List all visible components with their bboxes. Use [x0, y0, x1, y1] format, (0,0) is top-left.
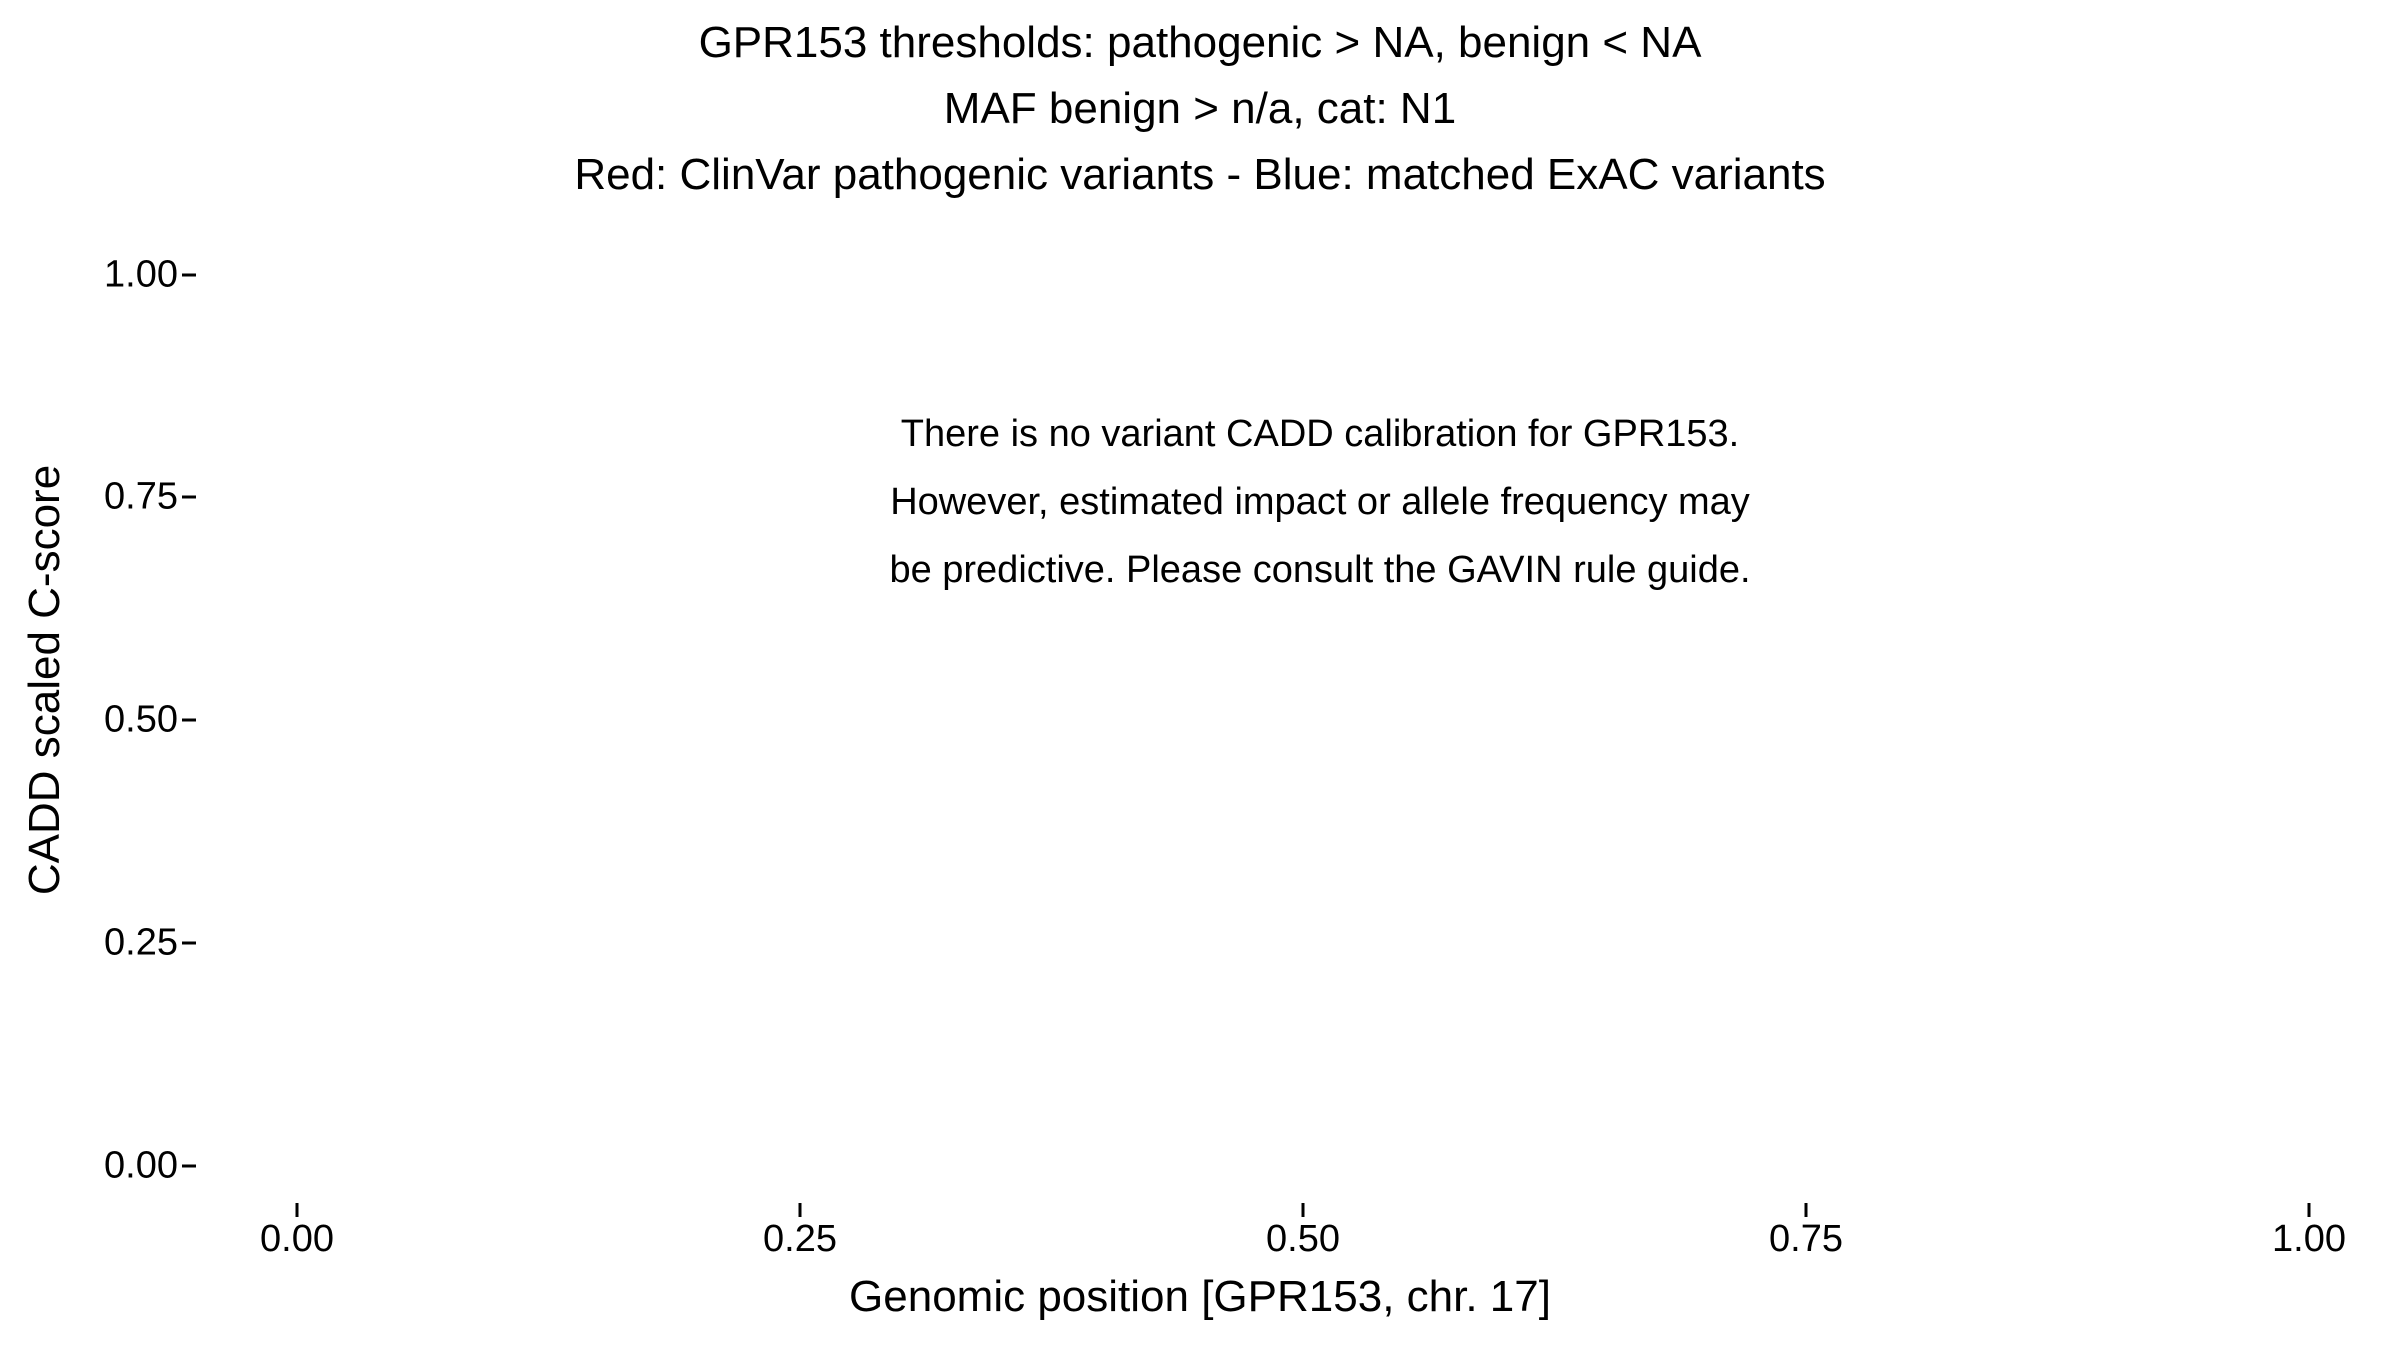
- y-axis-tick-mark-0.00: [182, 1165, 196, 1168]
- y-axis-tick-label-1.00: 1.00: [104, 253, 178, 296]
- x-axis-tick-label-0.25: 0.25: [763, 1218, 837, 1260]
- y-axis-title: CADD scaled C-score: [20, 464, 69, 896]
- x-axis-tick-label-0.75: 0.75: [1769, 1218, 1843, 1260]
- chart-title-line-1: GPR153 thresholds: pathogenic > NA, benign < NA: [698, 18, 1702, 67]
- x-axis-tick-label-0.00: 0.00: [260, 1218, 334, 1260]
- plot-annotation: [520, 400, 2120, 604]
- x-axis-tick-mark-0.00: [296, 1203, 299, 1217]
- y-axis-tick-label-0.75: 0.75: [104, 475, 178, 518]
- x-axis-tick-label-1.00: 1.00: [2272, 1218, 2346, 1260]
- x-axis-tick-mark-0.50: [1302, 1203, 1305, 1217]
- x-axis-tick-label-0.50: 0.50: [1266, 1218, 1340, 1260]
- chart-title-line-2: MAF benign > n/a, cat: N1: [943, 84, 1457, 133]
- x-axis-tick-mark-0.25: [799, 1203, 802, 1217]
- y-axis-tick-mark-0.25: [182, 942, 196, 945]
- x-axis-tick-mark-0.75: [1805, 1203, 1808, 1217]
- chart-title-line-3: Red: ClinVar pathogenic variants - Blue: matched ExAC variants: [574, 150, 1826, 199]
- chart-title: [0, 10, 2400, 208]
- y-axis-tick-mark-1.00: [182, 274, 196, 277]
- x-axis-title: Genomic position [GPR153, chr. 17]: [849, 1272, 1551, 1321]
- plot-annotation-line-2: However, estimated impact or allele frequency may: [890, 481, 1750, 523]
- y-axis-tick-mark-0.75: [182, 496, 196, 499]
- plot-annotation-line-1: There is no variant CADD calibration for GPR153.: [900, 413, 1740, 455]
- y-axis-tick-label-0.50: 0.50: [104, 698, 178, 741]
- y-axis-tick-label-0.25: 0.25: [104, 921, 178, 964]
- y-axis-tick-label-0.00: 0.00: [104, 1144, 178, 1187]
- plot-annotation-line-3: be predictive. Please consult the GAVIN rule guide.: [889, 549, 1751, 591]
- x-axis-tick-mark-1.00: [2308, 1203, 2311, 1217]
- y-axis-tick-mark-0.50: [182, 719, 196, 722]
